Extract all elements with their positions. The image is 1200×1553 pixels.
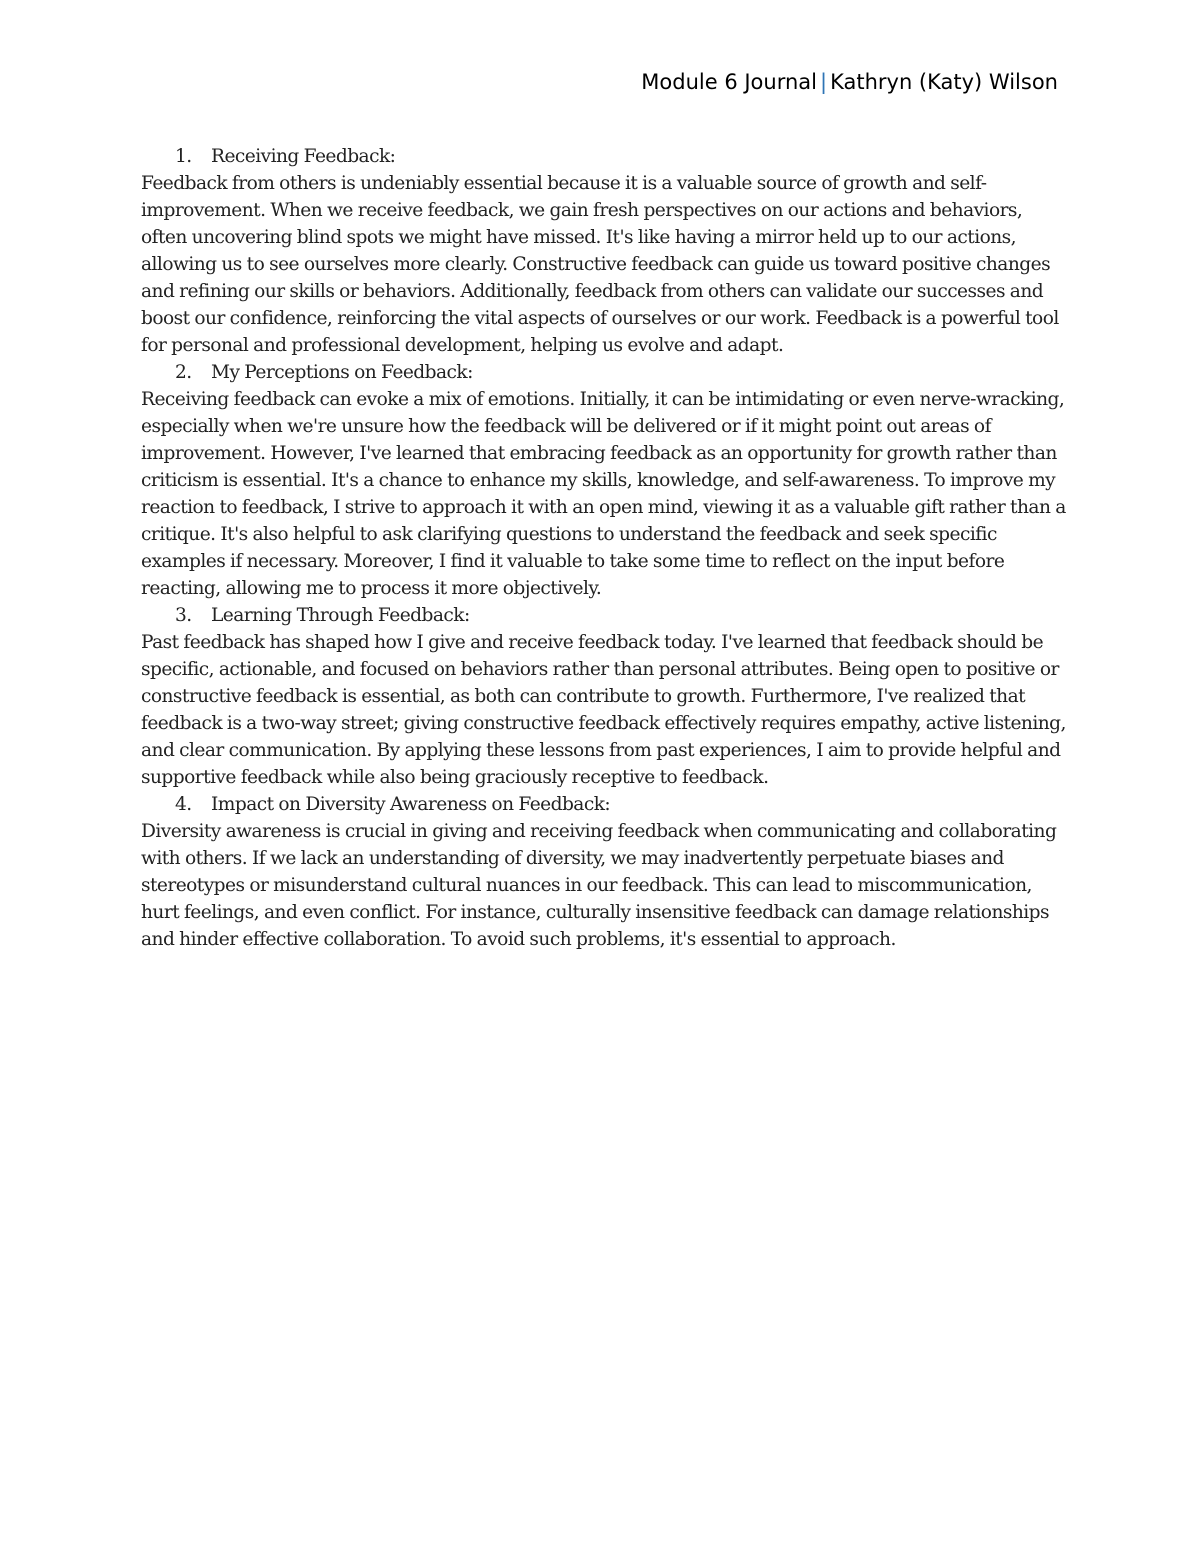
header-author: Kathryn (Katy) Wilson: [830, 70, 1058, 94]
section-number: 4.: [175, 794, 192, 815]
section-title: My Perceptions on Feedback:: [211, 362, 473, 383]
section-title: Receiving Feedback:: [211, 146, 396, 167]
section-my-perceptions: [141, 359, 1071, 602]
page-header: [641, 70, 1058, 94]
section-paragraph: Diversity awareness is crucial in giving and receiving feedback when communicating and collaborating with others. If we lack an understanding of diversity, we may inadvertently perpetuate biases and stereotypes or misunderstand cultural nuances in our feedback. This can lead to miscommunication, hurt feelings, and even conflict. For instance, culturally insensitive feedback can damage relationships and hinder effective collaboration. To avoid such problems, it's essential to approach.: [141, 821, 1057, 950]
section-heading: [141, 602, 1071, 629]
section-heading: [141, 791, 1071, 818]
section-title: Impact on Diversity Awareness on Feedback:: [211, 794, 611, 815]
section-receiving-feedback: [141, 143, 1071, 359]
header-title: Module 6 Journal: [641, 70, 817, 94]
section-paragraph: Past feedback has shaped how I give and receive feedback today. I've learned that feedback should be specific, actionable, and focused on behaviors rather than personal attributes. Being open to positive or constructive feedback is essential, as both can contribute to growth. Furthermore, I've realized that feedback is a two-way street; giving constructive feedback effectively requires empathy, active listening, and clear communication. By applying these lessons from past experiences, I aim to provide helpful and supportive feedback while also being graciously receptive to feedback.: [141, 632, 1066, 788]
header-separator: |: [819, 70, 828, 94]
section-paragraph: Receiving feedback can evoke a mix of emotions. Initially, it can be intimidating or even nerve-wracking, especially when we're unsure how the feedback will be delivered or if it might point out areas of improvement. However, I've learned that embracing feedback as an opportunity for growth rather than criticism is essential. It's a chance to enhance my skills, knowledge, and self-awareness. To improve my reaction to feedback, I strive to approach it with an open mind, viewing it as a valuable gift rather than a critique. It's also helpful to ask clarifying questions to understand the feedback and seek specific examples if necessary. Moreover, I find it valuable to take some time to reflect on the input before reacting, allowing me to process it more objectively.: [141, 389, 1066, 599]
section-number: 2.: [175, 362, 192, 383]
section-paragraph: Feedback from others is undeniably essential because it is a valuable source of growth and self-improvement. When we receive feedback, we gain fresh perspectives on our actions and behaviors, often uncovering blind spots we might have missed. It's like having a mirror held up to our actions, allowing us to see ourselves more clearly. Constructive feedback can guide us toward positive changes and refining our skills or behaviors. Additionally, feedback from others can validate our successes and boost our confidence, reinforcing the vital aspects of ourselves or our work. Feedback is a powerful tool for personal and professional development, helping us evolve and adapt.: [141, 173, 1059, 356]
section-title: Learning Through Feedback:: [211, 605, 470, 626]
document-body: [141, 143, 1071, 953]
section-heading: [141, 359, 1071, 386]
section-heading: [141, 143, 1071, 170]
section-learning-through-feedback: [141, 602, 1071, 791]
section-number: 3.: [175, 605, 192, 626]
section-number: 1.: [175, 146, 192, 167]
section-diversity-awareness: [141, 791, 1071, 953]
